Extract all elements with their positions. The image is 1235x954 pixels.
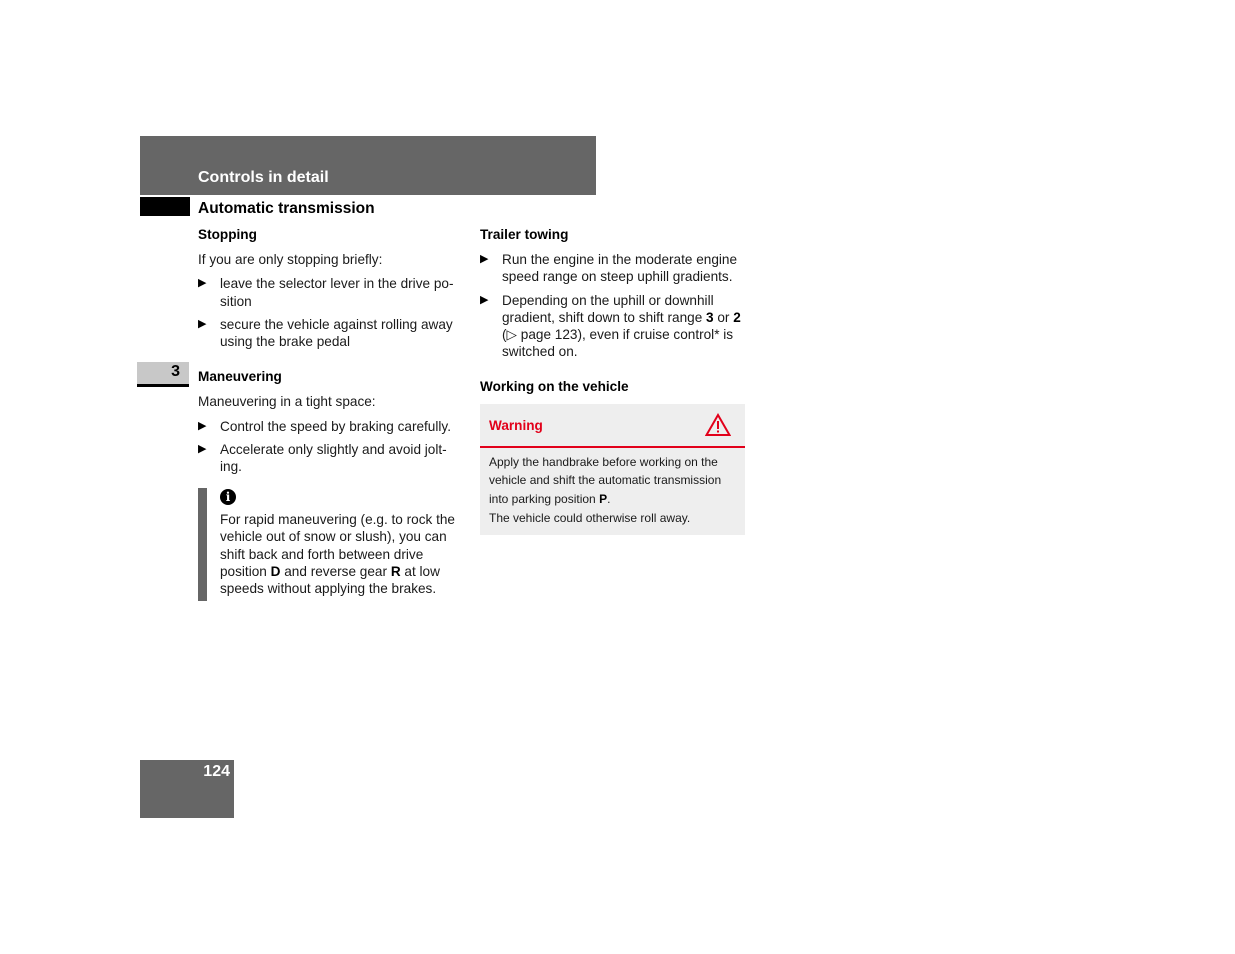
chapter-title: Controls in detail <box>198 169 329 186</box>
list-item: ▶ secure the vehicle against rolling away using the brake pedal <box>198 316 453 350</box>
warning-triangle-icon <box>705 413 731 437</box>
bullet-arrow-icon: ▶ <box>198 419 207 432</box>
maneuvering-heading: Maneuvering <box>198 369 282 385</box>
stopping-intro: If you are only stopping briefly: <box>198 252 383 268</box>
maneuvering-intro: Maneuvering in a tight space: <box>198 394 376 410</box>
section-marker <box>140 197 190 216</box>
bullet-arrow-icon: ▶ <box>198 442 207 455</box>
working-heading: Working on the vehicle <box>480 379 629 395</box>
bullet-arrow-icon: ▶ <box>480 293 489 306</box>
page-number-box <box>140 760 234 818</box>
list-item: ▶ leave the selector lever in the drive po-sition <box>198 276 454 309</box>
warning-header <box>480 404 745 448</box>
chapter-number: 3 <box>171 363 180 380</box>
trailer-heading: Trailer towing <box>480 227 569 242</box>
info-text: For rapid maneuvering (e.g. to rock the vehicle out of snow or slush), you can shift back and forth between drive position D and reverse gear R at low speeds without applying the brakes. <box>220 512 455 597</box>
warning-box <box>480 404 745 536</box>
info-note <box>198 488 466 597</box>
bullet-arrow-icon: ▶ <box>198 277 207 290</box>
bullet-arrow-icon: ▶ <box>198 317 207 330</box>
bullet-arrow-icon: ▶ <box>480 253 489 266</box>
list-item: ▶ Depending on the uphill or downhill gradient, shift down to shift range 3 or 2 (▷ page 123), even if cruise control* is switched on. <box>480 292 741 360</box>
warning-label: Warning <box>489 417 543 433</box>
info-icon: i <box>220 489 236 505</box>
right-column <box>480 226 746 535</box>
section-title: Automatic transmission <box>198 200 375 217</box>
left-column <box>198 226 466 597</box>
chapter-tab <box>137 362 189 387</box>
info-bar <box>198 488 207 601</box>
list-item: ▶ Control the speed by braking carefully. <box>198 418 451 434</box>
list-item: ▶ Accelerate only slightly and avoid jolt-ing. <box>198 441 447 475</box>
page-number: 124 <box>203 763 230 780</box>
warning-text: Apply the handbrake before working on the vehicle and shift the automatic transmission into parking position P. The vehicle could otherwise roll away. <box>489 454 722 525</box>
list-item: ▶ Run the engine in the moderate engine speed range on steep uphill gradients. <box>480 252 738 285</box>
stopping-heading: Stopping <box>198 227 257 242</box>
